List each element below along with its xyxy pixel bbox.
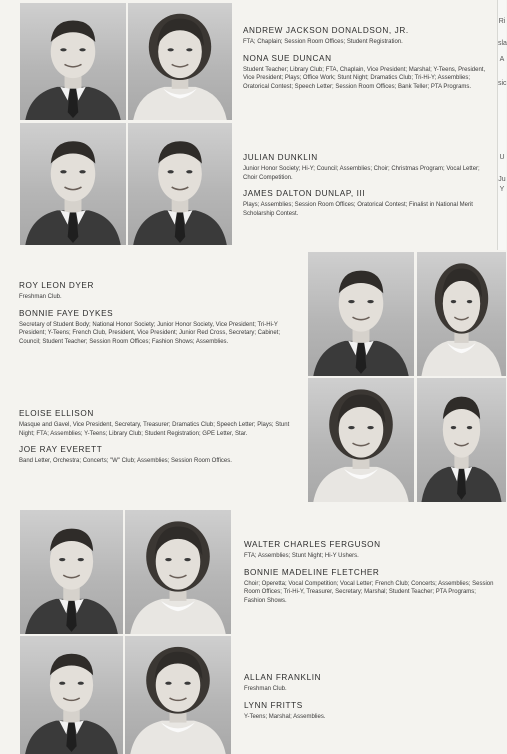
student-name: ANDREW JACKSON DONALDSON, JR.: [243, 26, 409, 35]
portrait-silhouette: [20, 123, 126, 245]
student-activities: FTA; Chaplain; Session Room Offices; Student Registration.: [243, 39, 403, 45]
student-activities: Y-Teens; Marshal; Assemblies.: [244, 713, 326, 720]
portrait-silhouette: [308, 378, 414, 502]
student-activities: Freshman Club.: [19, 294, 62, 300]
entry-group-5: [244, 540, 496, 612]
portrait-allan-franklin: [20, 636, 123, 754]
portrait-andrew-donaldson: [20, 3, 126, 120]
portrait-lynn-fritts: [125, 636, 231, 754]
entry-group-2: [243, 153, 493, 225]
student-activities: Secretary of Student Body; National Honor Society; Junior Honor Society, Vice President; Tri-Hi-Y President; Y-Teens; French Club, President, Vice President; Junior Red Cross, Secretary; Cabinet; Council; Student Teacher; Session Room Offices; Fashion Shows; Assemblies.: [19, 321, 281, 345]
edge-letter: Y: [499, 186, 505, 193]
portrait-silhouette: [20, 636, 123, 754]
student-name: BONNIE FAYE DYKES: [19, 308, 114, 318]
portrait-roy-dyer: [308, 252, 414, 376]
portrait-silhouette: [125, 636, 231, 754]
student-activities: Band Letter, Orchestra; Concerts; "W" Club; Assemblies; Session Room Offices.: [19, 458, 232, 465]
entry-group-4: [19, 409, 295, 473]
edge-letter: sla: [498, 40, 507, 47]
student-activities: FTA; Assemblies; Stunt Night; Hi-Y Ushers.: [244, 553, 359, 559]
edge-letter: U: [499, 154, 505, 161]
portrait-bonnie-dykes: [417, 252, 506, 376]
portrait-silhouette: [128, 3, 232, 120]
student-activities: Freshman Club.: [244, 686, 287, 692]
student-activities: Student Teacher; Library Club; FTA, Chaplain, Vice President; Marshal; Y-Teens, President, Vice President; Plays; Office Work; Stunt Night; Dramatics Club; Tri-Hi-Y; Assemblies; Oratorical Contest; Speech Letter; Session Room Offices; Bank Teller; PTA Programs.: [243, 66, 486, 90]
portrait-silhouette: [20, 3, 126, 120]
student-name: ALLAN FRANKLIN: [244, 673, 322, 682]
entry-group-1: [243, 26, 493, 98]
portrait-bonnie-fletcher: [125, 510, 231, 634]
entry-group-6: [244, 673, 484, 728]
student-name: LYNN FRITTS: [244, 700, 303, 710]
edge-letter: A: [499, 56, 505, 63]
portrait-silhouette: [125, 510, 231, 634]
portrait-julian-dunklin: [20, 123, 126, 245]
student-activities: Plays; Assemblies; Session Room Offices; Oratorical Contest; Finalist in National Merit Scholarship Contest.: [243, 202, 473, 217]
portrait-eloise-ellison: [308, 378, 414, 502]
portrait-james-dunlap: [128, 123, 232, 245]
portrait-silhouette: [417, 378, 506, 502]
portrait-silhouette: [128, 123, 232, 245]
student-activities: Masque and Gavel, Vice President, Secretary, Treasurer; Dramatics Club; Speech Letter; Plays; Stunt Night; FTA; Assemblies; Y-Teens; Library Club; Student Registration; GPE Letter, Star.: [19, 422, 290, 437]
adjacent-page-edge: [497, 0, 506, 250]
student-activities: Choir; Operetta; Vocal Competition; Vocal Letter; French Club; Concerts; Assemblies; Session Room Offices; Tri-Hi-Y, Treasurer, Secretary; Marshal; Student Teacher; PTA Programs; Fashion Shows.: [244, 580, 494, 604]
student-name: JAMES DALTON DUNLAP, III: [243, 189, 366, 199]
portrait-silhouette: [308, 252, 414, 376]
edge-letter: sic: [498, 80, 507, 87]
student-name: WALTER CHARLES FERGUSON: [244, 540, 381, 549]
portrait-silhouette: [417, 252, 506, 376]
student-name: ELOISE ELLISON: [19, 409, 94, 418]
student-name: ROY LEON DYER: [19, 281, 94, 290]
portrait-nona-duncan: [128, 3, 232, 120]
edge-letter: Ri: [498, 18, 506, 25]
edge-letter: Ju: [498, 176, 506, 183]
entry-group-3: [19, 281, 295, 353]
student-name: JOE RAY EVERETT: [19, 445, 103, 455]
portrait-walter-ferguson: [20, 510, 123, 634]
portrait-joe-everett: [417, 378, 506, 502]
student-name: JULIAN DUNKLIN: [243, 153, 318, 162]
student-activities: Junior Honor Society; Hi-Y; Council; Assemblies; Choir; Christmas Program; Vocal Letter; Choir Competition.: [243, 166, 480, 181]
student-name: NONA SUE DUNCAN: [243, 53, 332, 63]
portrait-silhouette: [20, 510, 123, 634]
student-name: BONNIE MADELINE FLETCHER: [244, 567, 380, 577]
